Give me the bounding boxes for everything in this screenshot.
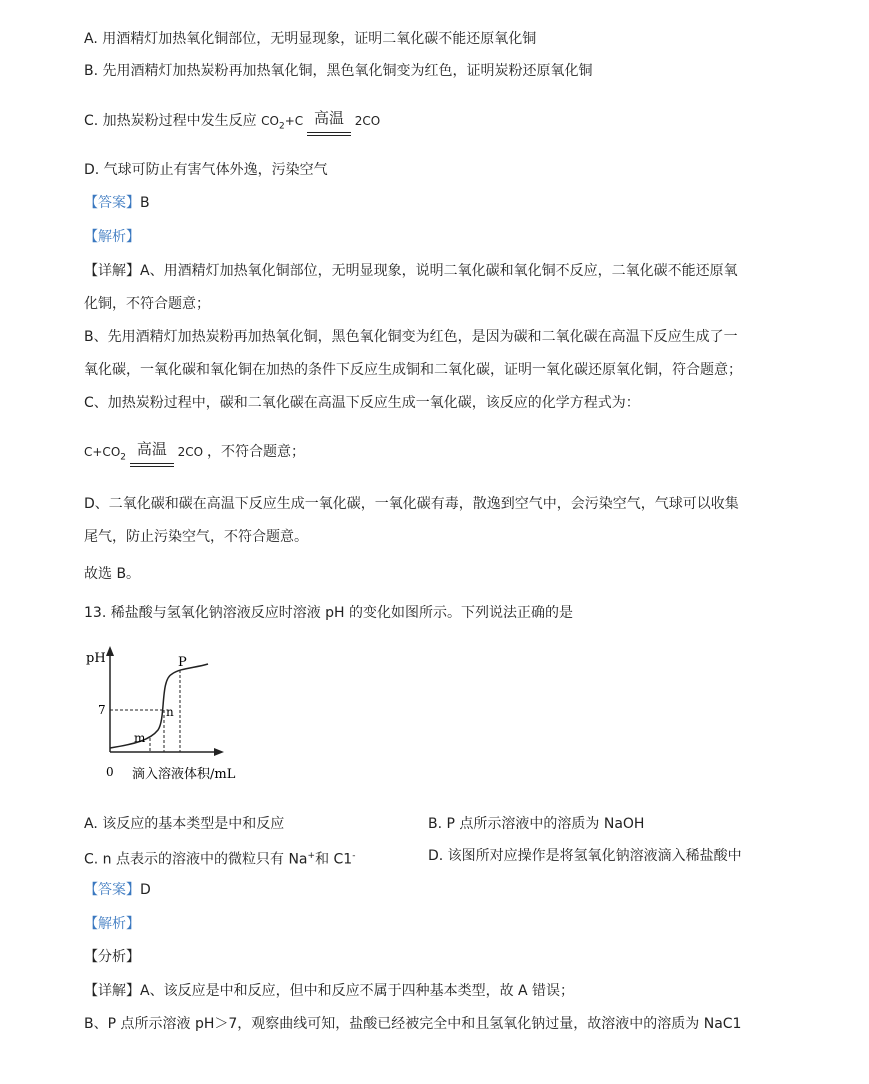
point-p-label: P: [178, 655, 187, 670]
q12-detail-eq-condition-text: 高温: [136, 440, 167, 459]
detail-label: 【详解】: [84, 263, 140, 279]
q12-detail-eq-left: C+CO: [84, 445, 121, 459]
q12-option-c-prefix: C. 加热炭粉过程中发生反应: [84, 113, 257, 129]
q12-analysis-label: 【解析】: [84, 229, 140, 245]
q12-detail-eq-condition: [130, 440, 174, 467]
q13-detail-a-text: A、该反应是中和反应，但中和反应不属于四种基本类型，故 A 错误；: [140, 983, 575, 999]
q12-eq-left: CO: [261, 114, 279, 128]
q12-detail-c-tail: ，不符合题意；: [206, 444, 305, 460]
q12-eq-left-tail: +C: [284, 114, 304, 128]
q12-detail-d-2: 尾气，防止污染空气，不符合题意。: [84, 529, 308, 545]
q12-option-b: B. 先用酒精灯加热炭粉再加热氧化铜，黑色氧化铜变为红色，证明炭粉还原氧化铜: [84, 63, 593, 79]
double-arrow-icon: [130, 463, 174, 467]
q12-detail-a-text: A、用酒精灯加热氧化铜部位，无明显现象，说明二氧化碳和氧化铜不反应，二氧化碳不能还原氧: [140, 263, 738, 279]
q12-option-c-equation: [261, 111, 380, 136]
q12-detail-a-1: [84, 261, 738, 281]
q12-conclusion: 故选 B。: [84, 566, 141, 582]
q13-option-c-prefix: C. n 点表示的溶液中的微粒只有 Na: [84, 851, 308, 868]
point-n-label: n: [166, 705, 174, 719]
x-axis-arrow-icon: [214, 748, 224, 756]
q12-detail-a-2: 化铜，不符合题意；: [84, 296, 210, 312]
x-axis-label: 滴入溶液体积/mL: [132, 767, 236, 782]
detail-label: 【详解】: [84, 983, 140, 999]
q13-option-b: B. P 点所示溶液中的溶质为 NaOH: [428, 816, 645, 832]
q13-detail-a: [84, 981, 574, 1001]
answer-value: D: [140, 882, 151, 898]
double-arrow-icon: [307, 132, 351, 136]
y-axis-arrow-icon: [106, 646, 114, 656]
q12-detail-c-1: C、加热炭粉过程中，碳和二氧化碳在高温下反应生成一氧化碳，该反应的化学方程式为：: [84, 395, 640, 411]
y-axis-label: pH: [86, 651, 106, 666]
q13-option-a: A. 该反应的基本类型是中和反应: [84, 816, 285, 832]
q12-eq-left-sub: 2: [278, 121, 285, 132]
q13-answer: [84, 880, 151, 900]
q12-eq-right: 2CO: [354, 114, 381, 128]
q12-detail-b-1: B、先用酒精灯加热炭粉再加热氧化铜，黑色氧化铜变为红色，是因为碳和二氧化碳在高温下反应生成了一: [84, 329, 738, 345]
q12-answer: [84, 193, 150, 213]
q13-option-c: [84, 846, 355, 870]
q12-eq-condition: [307, 109, 351, 136]
q12-detail-b-2: 氧化碳，一氧化碳和氧化铜在加热的条件下反应生成铜和二氧化碳，证明一氧化碳还原氧化铜，符合题意；: [84, 362, 742, 378]
ph-curve-graph: [80, 640, 270, 790]
answer-label: 【答案】: [84, 882, 140, 898]
q13-option-c-sup2: -: [352, 851, 356, 861]
answer-label: 【答案】: [84, 195, 140, 211]
q12-option-c: [84, 111, 380, 136]
q12-detail-c-equation: [84, 442, 305, 467]
answer-value: B: [140, 195, 150, 211]
q13-option-d: D. 该图所对应操作是将氢氧化钠溶液滴入稀盐酸中: [428, 848, 742, 864]
q12-detail-eq-right: 2CO: [177, 445, 204, 459]
q12-option-d: D. 气球可防止有害气体外逸，污染空气: [84, 162, 328, 178]
y-tick-7: 7: [98, 703, 106, 717]
point-m-label: m: [134, 731, 146, 745]
q13-breakdown-label: 【分析】: [84, 949, 140, 965]
q12-eq-condition-text: 高温: [313, 109, 344, 128]
q12-option-a: A. 用酒精灯加热氧化铜部位，无明显现象，证明二氧化碳不能还原氧化铜: [84, 31, 537, 47]
q13-stem: 13. 稀盐酸与氢氧化钠溶液反应时溶液 pH 的变化如图所示。下列说法正确的是: [84, 605, 574, 621]
q13-analysis-label: 【解析】: [84, 916, 140, 932]
q13-option-c-mid: 和 C1: [315, 851, 353, 868]
q13-option-c-sup1: +: [307, 851, 316, 861]
q13-detail-b: B、P 点所示溶液 pH＞7，观察曲线可知，盐酸已经被完全中和且氢氧化钠过量，故溶液中的溶质为 NaC1: [84, 1016, 742, 1032]
origin-label: 0: [106, 765, 114, 779]
q12-detail-eq-left-sub: 2: [120, 452, 126, 463]
q12-detail-d-1: D、二氧化碳和碳在高温下反应生成一氧化碳，一氧化碳有毒，散逸到空气中，会污染空气，气球可以收集: [84, 496, 739, 512]
ph-curve: [110, 664, 208, 748]
